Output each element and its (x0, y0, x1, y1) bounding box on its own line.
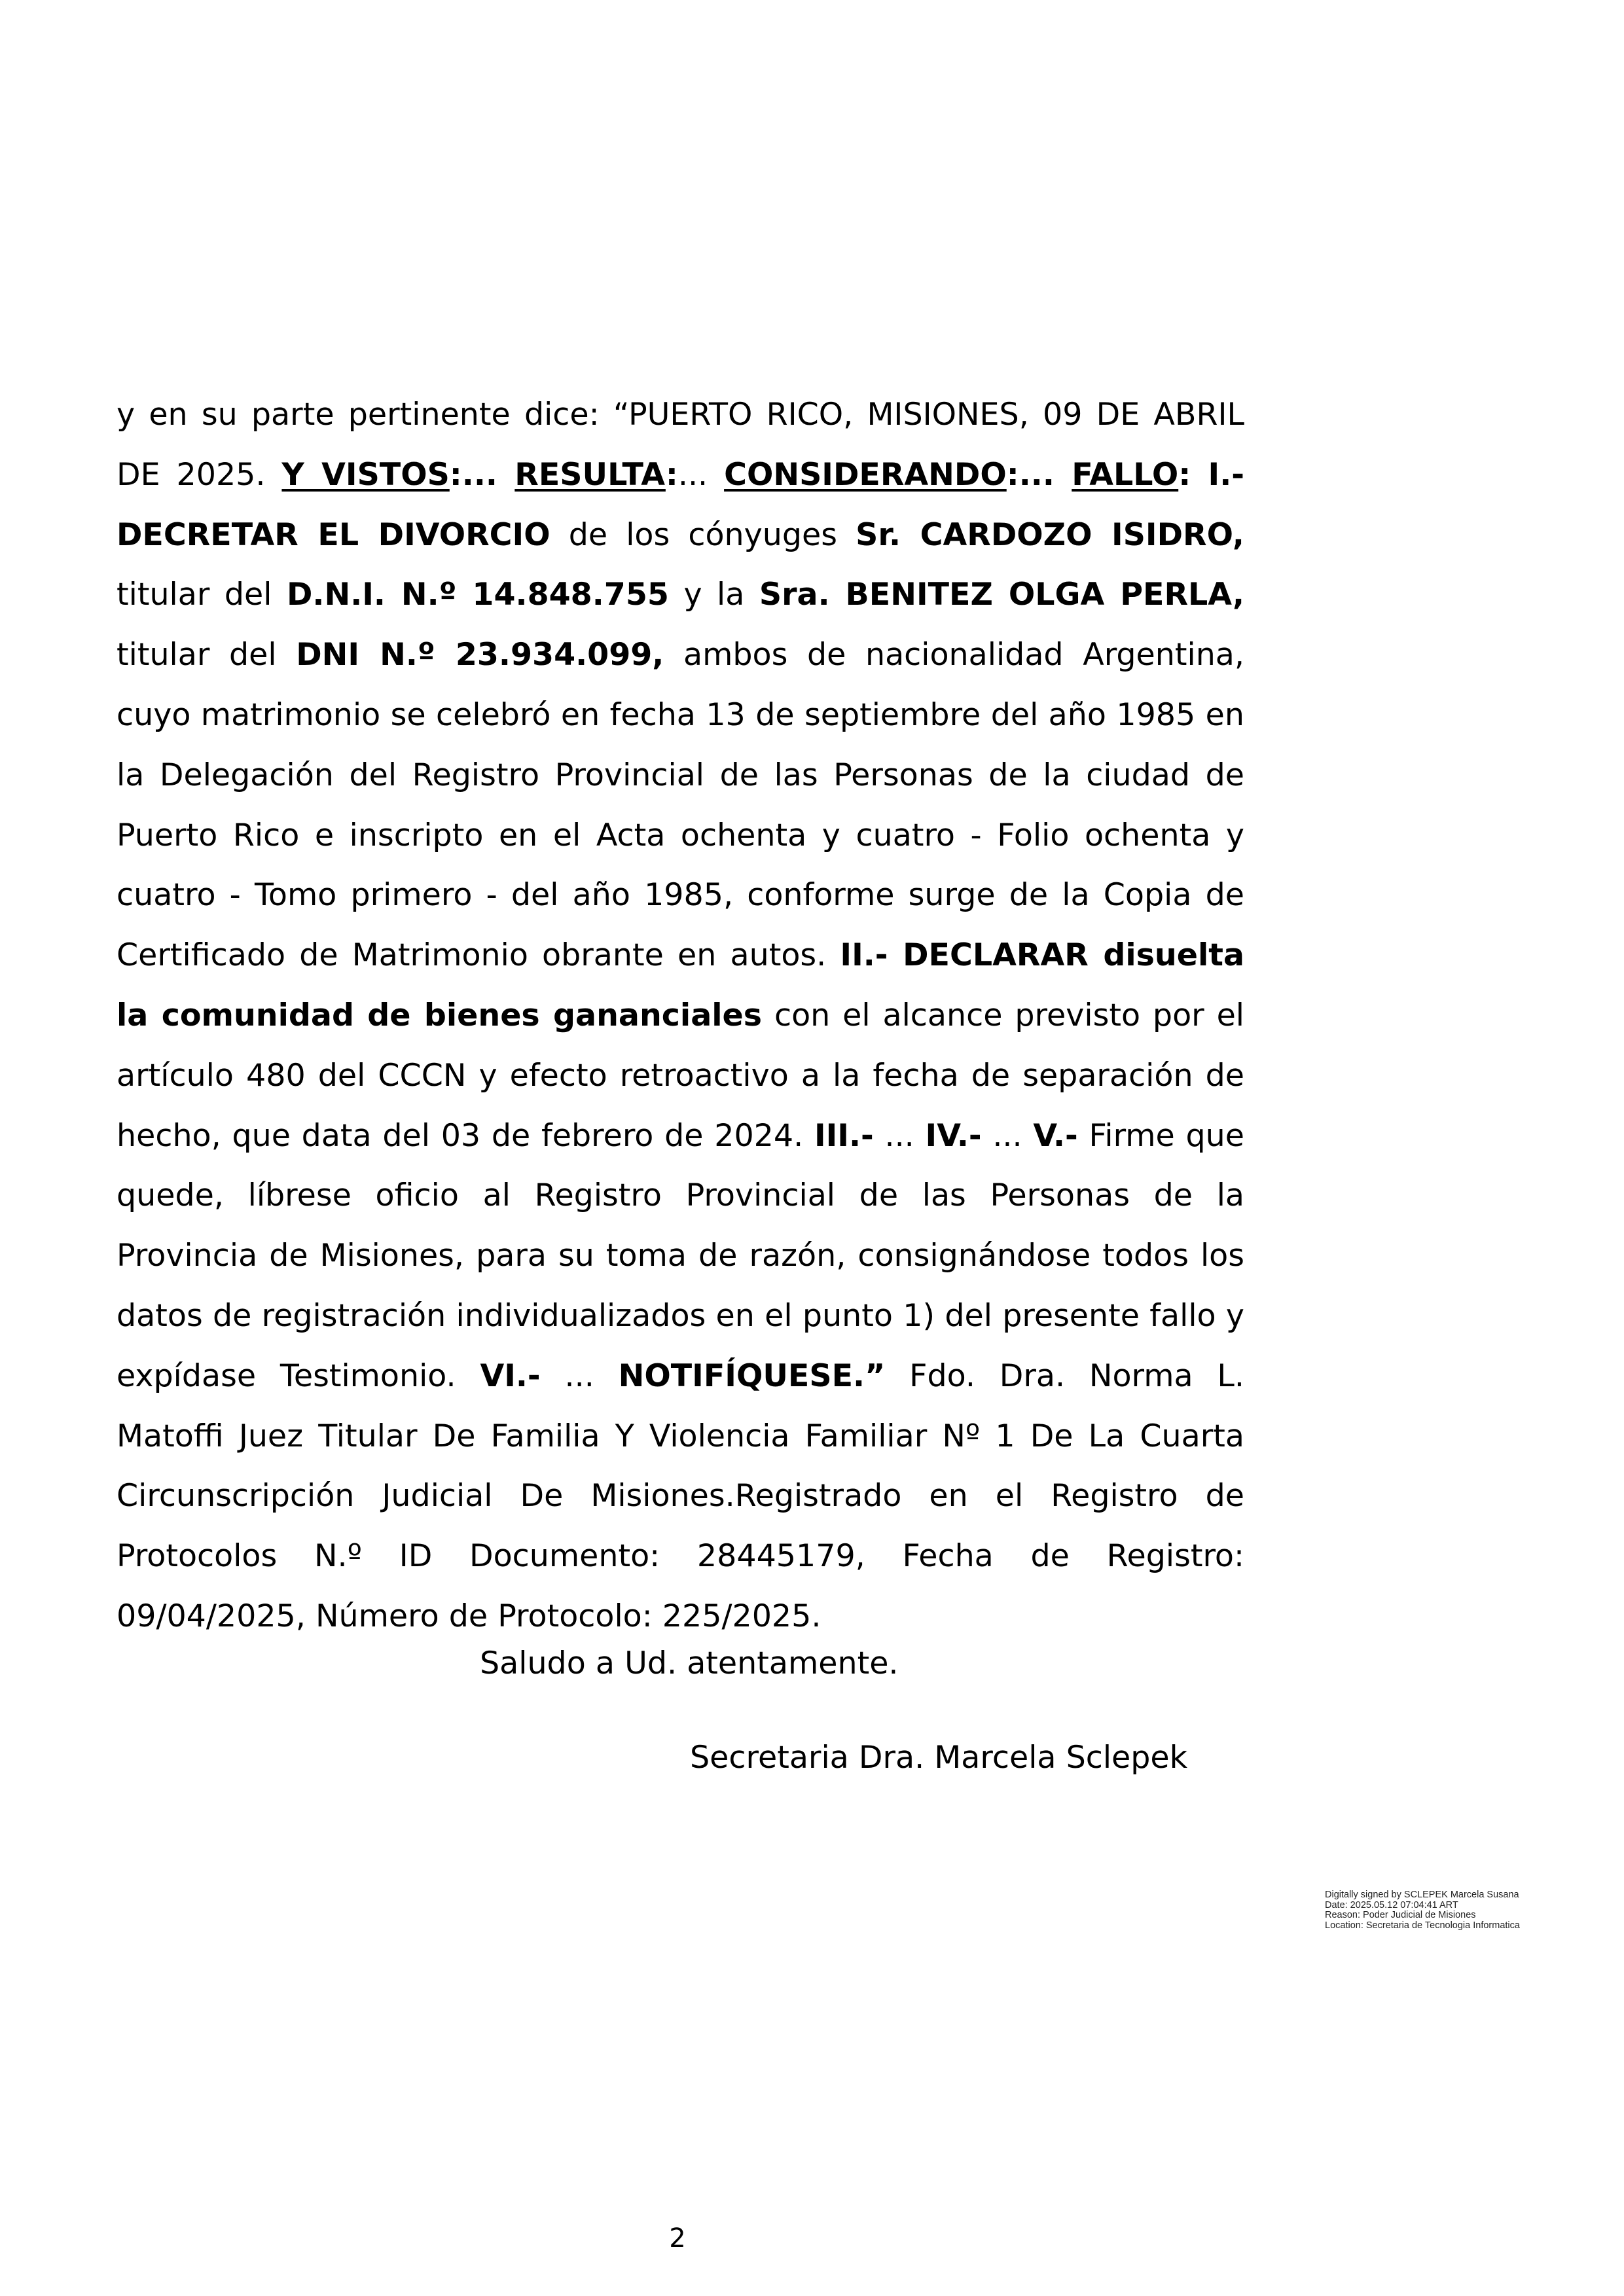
stamp-reason: Reason: Poder Judicial de Misiones (1325, 1910, 1476, 1920)
body-text-span: titular del (117, 637, 297, 673)
body-text-span: Firme que quede, líbrese oficio al Registro Provincial de las Personas de la Provincia de Misiones, para su toma de razón, consignándose todos los datos de registración individualizados en el punto 1) del presente fallo y expídase Testimonio. (117, 1117, 1244, 1394)
body-text-span: y en su parte pertinente dice: “PUERTO RICO, MISIONES, 09 DE ABRIL DE 2025. (117, 397, 1244, 493)
ellipsis: ... (873, 1117, 926, 1154)
spouse-2-name: Sra. BENITEZ OLGA PERLA, (759, 577, 1244, 613)
notification-word: NOTIFÍQUESE.” (618, 1357, 886, 1394)
body-text-span: y la (668, 577, 759, 613)
ruling-point-v: V.- (1033, 1117, 1078, 1154)
ruling-excerpt-paragraph (117, 385, 1244, 1647)
ellipsis: ... (540, 1357, 619, 1394)
stamp-location: Location: Secretaria de Tecnologia Informatica (1325, 1920, 1520, 1931)
body-text-span: con el alcance previsto por el artículo 480 del CCCN y efecto retroactivo a la fecha de separación de hecho, que data del 03 de febrero de 2024. (117, 997, 1244, 1154)
page-number: 2 (669, 2223, 686, 2253)
body-text-span: de los cónyuges (550, 516, 856, 553)
body-text-span: titular del (117, 577, 287, 613)
bold-heading (281, 457, 677, 493)
fallo-heading: FALLO (1072, 456, 1179, 493)
ellipsis-bold: :... (1006, 456, 1072, 493)
ruling-point-vi: VI.- (480, 1357, 541, 1394)
signature-registry-text: Fdo. Dra. Norma L. Matoffi Juez Titular De Familia Y Violencia Familiar Nº 1 De La Cuarta Circunscripción Judicial De Misiones.Registrado en el Registro de Protocolos N.º ID Documento: 28445179, Fecha de Registro: 09/04/2025, Número de Protocolo: 225/2025. (117, 1357, 1244, 1634)
ruling-point-ii: II.- DECLARAR disuelta la comunidad de bienes gananciales (117, 937, 1244, 1033)
signatory-name: Secretaria Dra. Marcela Sclepek (690, 1740, 1188, 1776)
ruling-point-iii: III.- (814, 1117, 874, 1154)
ruling-point-iv: IV.- (925, 1117, 982, 1154)
spouse-1-dni: D.N.I. N.º 14.848.755 (286, 577, 669, 613)
body-text-span: ambos de nacionalidad Argentina, cuyo matrimonio se celebró en fecha 13 de septiembre del año 1985 en la Delegación del Registro Provincial de las Personas de la ciudad de Puerto Rico e inscripto en el Acta ochenta y cuatro - Folio ochenta y cuatro - Tomo primero - del año 1985, conforme surge de la Copia de Certificado de Matrimonio obrante en autos. (117, 637, 1245, 974)
ellipsis-bold: :... (449, 456, 515, 493)
ellipsis: ... (981, 1117, 1034, 1154)
ellipsis: ... (677, 456, 725, 493)
stamp-signed-by: Digitally signed by SCLEPEK Marcela Susana (1325, 1890, 1519, 1900)
closing-salutation: Saludo a Ud. atentamente. (480, 1645, 899, 1681)
spouse-2-dni: DNI N.º 23.934.099, (296, 637, 664, 673)
spouse-1-name: Sr. CARDOZO ISIDRO, (856, 516, 1244, 553)
ruling-point-i: : I.- DECRETAR EL DIVORCIO (117, 456, 1244, 553)
stamp-date: Date: 2025.05.12 07:04:41 ART (1325, 1899, 1458, 1910)
resulta-heading: RESULTA (514, 456, 666, 493)
colon: : (665, 456, 678, 493)
digital-signature-stamp (1325, 1890, 1521, 1931)
y-vistos-heading: Y VISTOS (281, 456, 450, 493)
considerando-heading: CONSIDERANDO (724, 456, 1007, 493)
